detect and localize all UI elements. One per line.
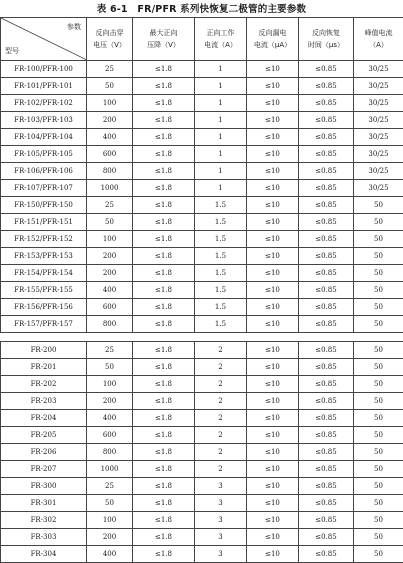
voltage-cell: 50	[87, 214, 133, 231]
leakage-cell: ≤10	[247, 248, 299, 265]
peak-current-cell: 50	[354, 393, 403, 410]
recovery-time-cell: ≤0.85	[299, 512, 354, 529]
voltage-cell: 600	[87, 427, 133, 444]
recovery-time-cell: ≤0.85	[299, 282, 354, 299]
forward-current-cell: 3	[195, 529, 247, 546]
voltage-cell: 1000	[87, 180, 133, 197]
forward-current-cell: 3	[195, 512, 247, 529]
forward-current-cell: 1.5	[195, 316, 247, 333]
model-cell: FR-207	[1, 461, 87, 478]
table-row	[1, 299, 403, 316]
leakage-cell: ≤10	[247, 197, 299, 214]
voltage-cell: 200	[87, 112, 133, 129]
recovery-time-cell: ≤0.85	[299, 495, 354, 512]
voltage-cell: 50	[87, 78, 133, 95]
table-row	[1, 410, 403, 427]
header-corner-cell	[1, 18, 87, 61]
model-cell: FR-200	[1, 342, 87, 359]
table-row	[1, 61, 403, 78]
model-cell: FR-203	[1, 393, 87, 410]
leakage-cell: ≤10	[247, 393, 299, 410]
voltage-cell: 600	[87, 299, 133, 316]
recovery-time-cell: ≤0.85	[299, 342, 354, 359]
leakage-cell: ≤10	[247, 95, 299, 112]
forward-drop-cell: ≤1.8	[133, 342, 195, 359]
table-row	[1, 214, 403, 231]
header-param-label: 参数	[67, 21, 81, 33]
leakage-cell: ≤10	[247, 316, 299, 333]
recovery-time-cell: ≤0.85	[299, 214, 354, 231]
peak-current-cell: 50	[354, 248, 403, 265]
peak-current-cell: 50	[354, 231, 403, 248]
model-cell: FR-304	[1, 546, 87, 563]
peak-current-cell: 30/25	[354, 129, 403, 146]
forward-drop-cell: ≤1.8	[133, 529, 195, 546]
peak-current-cell: 30/25	[354, 78, 403, 95]
recovery-time-cell: ≤0.85	[299, 529, 354, 546]
parameter-table	[0, 17, 403, 563]
model-cell: FR-303	[1, 529, 87, 546]
recovery-time-cell: ≤0.85	[299, 78, 354, 95]
forward-current-cell: 1.5	[195, 248, 247, 265]
forward-drop-cell: ≤1.8	[133, 95, 195, 112]
forward-drop-cell: ≤1.8	[133, 495, 195, 512]
forward-current-cell: 1	[195, 95, 247, 112]
voltage-cell: 50	[87, 359, 133, 376]
model-cell: FR-107/PFR-107	[1, 180, 87, 197]
peak-current-cell: 30/25	[354, 112, 403, 129]
table-row	[1, 180, 403, 197]
header-breakdown-voltage: 反向击穿 电压（V）	[87, 18, 133, 61]
peak-current-cell: 30/25	[354, 163, 403, 180]
recovery-time-cell: ≤0.85	[299, 146, 354, 163]
forward-current-cell: 1.5	[195, 197, 247, 214]
recovery-time-cell: ≤0.85	[299, 316, 354, 333]
leakage-cell: ≤10	[247, 529, 299, 546]
forward-current-cell: 2	[195, 376, 247, 393]
voltage-cell: 200	[87, 265, 133, 282]
peak-current-cell: 50	[354, 316, 403, 333]
table-row	[1, 129, 403, 146]
forward-drop-cell: ≤1.8	[133, 444, 195, 461]
header-model-label: 型号	[5, 45, 19, 57]
voltage-cell: 400	[87, 129, 133, 146]
recovery-time-cell: ≤0.85	[299, 248, 354, 265]
header-forward-drop: 最大正向 压降（V）	[133, 18, 195, 61]
table-row	[1, 376, 403, 393]
recovery-time-cell: ≤0.85	[299, 461, 354, 478]
voltage-cell: 200	[87, 393, 133, 410]
forward-drop-cell: ≤1.8	[133, 359, 195, 376]
recovery-time-cell: ≤0.85	[299, 197, 354, 214]
leakage-cell: ≤10	[247, 342, 299, 359]
forward-drop-cell: ≤1.8	[133, 265, 195, 282]
leakage-cell: ≤10	[247, 61, 299, 78]
forward-current-cell: 2	[195, 410, 247, 427]
model-cell: FR-104/PFR-104	[1, 129, 87, 146]
recovery-time-cell: ≤0.85	[299, 410, 354, 427]
forward-drop-cell: ≤1.8	[133, 410, 195, 427]
forward-drop-cell: ≤1.8	[133, 546, 195, 563]
leakage-cell: ≤10	[247, 129, 299, 146]
leakage-cell: ≤10	[247, 359, 299, 376]
peak-current-cell: 50	[354, 512, 403, 529]
voltage-cell: 25	[87, 478, 133, 495]
voltage-cell: 25	[87, 61, 133, 78]
leakage-cell: ≤10	[247, 146, 299, 163]
model-cell: FR-205	[1, 427, 87, 444]
header-forward-current: 正向工作 电流（A）	[195, 18, 247, 61]
leakage-cell: ≤10	[247, 231, 299, 248]
leakage-cell: ≤10	[247, 461, 299, 478]
forward-current-cell: 1.5	[195, 231, 247, 248]
peak-current-cell: 50	[354, 410, 403, 427]
voltage-cell: 200	[87, 529, 133, 546]
forward-current-cell: 1	[195, 146, 247, 163]
recovery-time-cell: ≤0.85	[299, 299, 354, 316]
leakage-cell: ≤10	[247, 444, 299, 461]
voltage-cell: 25	[87, 342, 133, 359]
forward-current-cell: 3	[195, 546, 247, 563]
model-cell: FR-156/PFR-156	[1, 299, 87, 316]
leakage-cell: ≤10	[247, 180, 299, 197]
model-cell: FR-155/PFR-155	[1, 282, 87, 299]
voltage-cell: 800	[87, 316, 133, 333]
table-row	[1, 444, 403, 461]
model-cell: FR-206	[1, 444, 87, 461]
peak-current-cell: 50	[354, 376, 403, 393]
voltage-cell: 200	[87, 248, 133, 265]
voltage-cell: 100	[87, 376, 133, 393]
recovery-time-cell: ≤0.85	[299, 444, 354, 461]
table-row	[1, 546, 403, 563]
voltage-cell: 800	[87, 163, 133, 180]
model-cell: FR-105/PFR-105	[1, 146, 87, 163]
forward-drop-cell: ≤1.8	[133, 427, 195, 444]
model-cell: FR-150/PFR-150	[1, 197, 87, 214]
forward-current-cell: 2	[195, 427, 247, 444]
table-row	[1, 478, 403, 495]
peak-current-cell: 30/25	[354, 180, 403, 197]
model-cell: FR-300	[1, 478, 87, 495]
voltage-cell: 400	[87, 546, 133, 563]
peak-current-cell: 50	[354, 529, 403, 546]
peak-current-cell: 50	[354, 427, 403, 444]
forward-drop-cell: ≤1.8	[133, 376, 195, 393]
voltage-cell: 800	[87, 444, 133, 461]
leakage-cell: ≤10	[247, 478, 299, 495]
model-cell: FR-202	[1, 376, 87, 393]
peak-current-cell: 30/25	[354, 95, 403, 112]
voltage-cell: 100	[87, 95, 133, 112]
header-leakage-current: 反向漏电 电流（μA）	[247, 18, 299, 61]
leakage-cell: ≤10	[247, 265, 299, 282]
leakage-cell: ≤10	[247, 512, 299, 529]
table-row	[1, 427, 403, 444]
model-cell: FR-152/PFR-152	[1, 231, 87, 248]
model-cell: FR-201	[1, 359, 87, 376]
recovery-time-cell: ≤0.85	[299, 427, 354, 444]
leakage-cell: ≤10	[247, 163, 299, 180]
recovery-time-cell: ≤0.85	[299, 393, 354, 410]
table-row	[1, 495, 403, 512]
peak-current-cell: 50	[354, 478, 403, 495]
recovery-time-cell: ≤0.85	[299, 112, 354, 129]
leakage-cell: ≤10	[247, 410, 299, 427]
header-recovery-time: 反向恢复 时间（μs）	[299, 18, 354, 61]
table-row	[1, 78, 403, 95]
forward-current-cell: 3	[195, 478, 247, 495]
forward-drop-cell: ≤1.8	[133, 299, 195, 316]
gap-cell	[1, 333, 403, 342]
forward-current-cell: 3	[195, 495, 247, 512]
table-row	[1, 112, 403, 129]
peak-current-cell: 50	[354, 214, 403, 231]
leakage-cell: ≤10	[247, 546, 299, 563]
voltage-cell: 100	[87, 512, 133, 529]
peak-current-cell: 30/25	[354, 146, 403, 163]
recovery-time-cell: ≤0.85	[299, 163, 354, 180]
model-cell: FR-100/PFR-100	[1, 61, 87, 78]
recovery-time-cell: ≤0.85	[299, 359, 354, 376]
forward-current-cell: 1	[195, 180, 247, 197]
table-row	[1, 512, 403, 529]
forward-drop-cell: ≤1.8	[133, 316, 195, 333]
table-row	[1, 529, 403, 546]
forward-drop-cell: ≤1.8	[133, 512, 195, 529]
peak-current-cell: 50	[354, 265, 403, 282]
forward-drop-cell: ≤1.8	[133, 61, 195, 78]
header-row	[1, 18, 403, 61]
forward-current-cell: 1.5	[195, 282, 247, 299]
voltage-cell: 100	[87, 231, 133, 248]
table-row	[1, 316, 403, 333]
forward-drop-cell: ≤1.8	[133, 461, 195, 478]
forward-drop-cell: ≤1.8	[133, 129, 195, 146]
voltage-cell: 50	[87, 495, 133, 512]
model-cell: FR-151/PFR-151	[1, 214, 87, 231]
leakage-cell: ≤10	[247, 495, 299, 512]
forward-current-cell: 1	[195, 78, 247, 95]
table-row	[1, 231, 403, 248]
forward-drop-cell: ≤1.8	[133, 112, 195, 129]
forward-current-cell: 1	[195, 129, 247, 146]
forward-current-cell: 1	[195, 61, 247, 78]
forward-current-cell: 1	[195, 112, 247, 129]
peak-current-cell: 50	[354, 299, 403, 316]
table-row	[1, 461, 403, 478]
recovery-time-cell: ≤0.85	[299, 95, 354, 112]
peak-current-cell: 50	[354, 359, 403, 376]
voltage-cell: 1000	[87, 461, 133, 478]
leakage-cell: ≤10	[247, 78, 299, 95]
forward-current-cell: 2	[195, 444, 247, 461]
forward-drop-cell: ≤1.8	[133, 231, 195, 248]
forward-current-cell: 2	[195, 342, 247, 359]
table-row	[1, 265, 403, 282]
recovery-time-cell: ≤0.85	[299, 180, 354, 197]
recovery-time-cell: ≤0.85	[299, 546, 354, 563]
model-cell: FR-153/PFR-153	[1, 248, 87, 265]
forward-drop-cell: ≤1.8	[133, 393, 195, 410]
forward-drop-cell: ≤1.8	[133, 163, 195, 180]
forward-current-cell: 1.5	[195, 214, 247, 231]
model-cell: FR-301	[1, 495, 87, 512]
table-row	[1, 359, 403, 376]
voltage-cell: 600	[87, 146, 133, 163]
peak-current-cell: 50	[354, 546, 403, 563]
leakage-cell: ≤10	[247, 376, 299, 393]
model-cell: FR-157/PFR-157	[1, 316, 87, 333]
table-row	[1, 146, 403, 163]
forward-drop-cell: ≤1.8	[133, 197, 195, 214]
forward-drop-cell: ≤1.8	[133, 180, 195, 197]
leakage-cell: ≤10	[247, 299, 299, 316]
forward-current-cell: 2	[195, 393, 247, 410]
section-gap	[1, 333, 403, 342]
table-row	[1, 95, 403, 112]
model-cell: FR-106/PFR-106	[1, 163, 87, 180]
peak-current-cell: 50	[354, 197, 403, 214]
peak-current-cell: 50	[354, 444, 403, 461]
forward-current-cell: 1.5	[195, 299, 247, 316]
forward-current-cell: 2	[195, 461, 247, 478]
model-cell: FR-154/PFR-154	[1, 265, 87, 282]
forward-drop-cell: ≤1.8	[133, 248, 195, 265]
forward-current-cell: 2	[195, 359, 247, 376]
recovery-time-cell: ≤0.85	[299, 376, 354, 393]
recovery-time-cell: ≤0.85	[299, 129, 354, 146]
table-caption: 表 6-1 FR/PFR 系列快恢复二极管的主要参数	[0, 1, 403, 17]
voltage-cell: 400	[87, 410, 133, 427]
leakage-cell: ≤10	[247, 282, 299, 299]
table-row	[1, 197, 403, 214]
table-row	[1, 393, 403, 410]
peak-current-cell: 30/25	[354, 61, 403, 78]
recovery-time-cell: ≤0.85	[299, 61, 354, 78]
peak-current-cell: 50	[354, 495, 403, 512]
leakage-cell: ≤10	[247, 112, 299, 129]
recovery-time-cell: ≤0.85	[299, 265, 354, 282]
model-cell: FR-101/PFR-101	[1, 78, 87, 95]
header-peak-current: 峰值电流 （A）	[354, 18, 403, 61]
forward-drop-cell: ≤1.8	[133, 78, 195, 95]
table-row	[1, 282, 403, 299]
forward-current-cell: 1.5	[195, 265, 247, 282]
forward-drop-cell: ≤1.8	[133, 214, 195, 231]
model-cell: FR-204	[1, 410, 87, 427]
leakage-cell: ≤10	[247, 214, 299, 231]
peak-current-cell: 50	[354, 282, 403, 299]
peak-current-cell: 50	[354, 342, 403, 359]
voltage-cell: 400	[87, 282, 133, 299]
forward-current-cell: 1	[195, 163, 247, 180]
table-row	[1, 163, 403, 180]
model-cell: FR-102/PFR-102	[1, 95, 87, 112]
forward-drop-cell: ≤1.8	[133, 282, 195, 299]
model-cell: FR-103/PFR-103	[1, 112, 87, 129]
peak-current-cell: 50	[354, 461, 403, 478]
recovery-time-cell: ≤0.85	[299, 231, 354, 248]
forward-drop-cell: ≤1.8	[133, 478, 195, 495]
forward-drop-cell: ≤1.8	[133, 146, 195, 163]
voltage-cell: 25	[87, 197, 133, 214]
table-row	[1, 248, 403, 265]
model-cell: FR-302	[1, 512, 87, 529]
recovery-time-cell: ≤0.85	[299, 478, 354, 495]
table-row	[1, 342, 403, 359]
leakage-cell: ≤10	[247, 427, 299, 444]
